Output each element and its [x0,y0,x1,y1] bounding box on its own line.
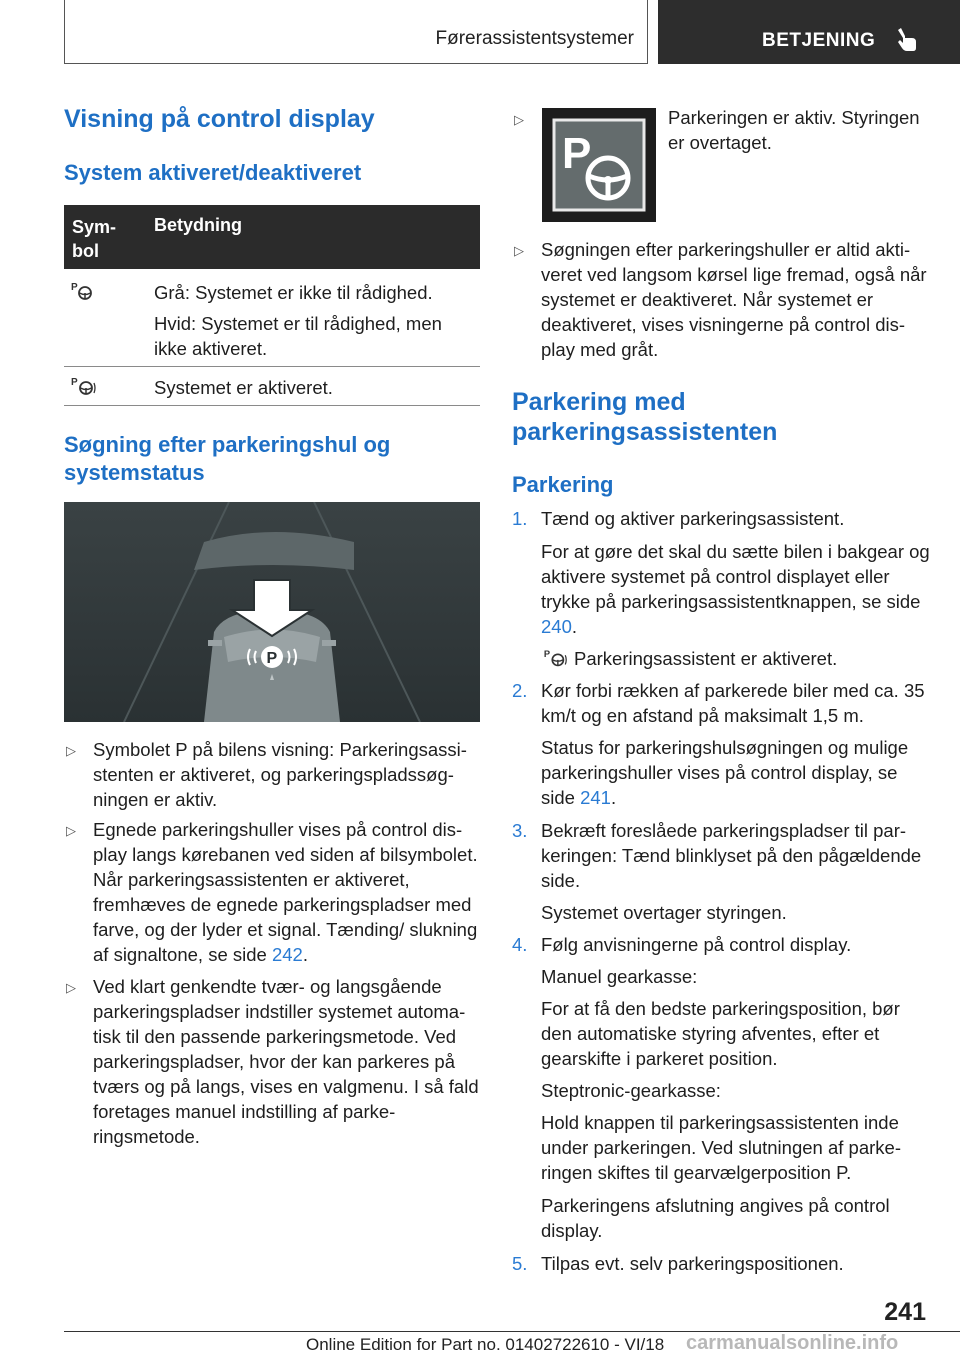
table-row-text: Systemet er aktiveret. [154,377,333,398]
step-text: Følg anvisningerne på control display. [541,934,852,955]
bullet-marker: ▷ [66,823,76,838]
table-col-symbol: Sym- bol [72,217,117,261]
step-number: 5. [512,1253,528,1274]
pointing-hand-icon [896,26,920,52]
step-detail: For at gøre det skal du sætte bilen i bakgear og aktivere systemet på control displayet eller trykke på parkeringsassistentknappen, se side 240. [541,541,930,637]
step-detail: Parkeringsassistent er aktiveret. [574,648,838,669]
step-number: 1. [512,508,528,529]
step-number: 4. [512,934,528,955]
table-row-text: Hvid: Systemet er til rådighed, men ikke aktiveret. [154,313,442,359]
parking-assistant-active-icon [70,375,98,397]
step-detail: Parkeringens afslutning angives på control display. [541,1195,890,1241]
step-detail: Steptronic-gearkasse: [541,1080,721,1101]
svg-text:P: P [543,649,551,660]
step-text: Kør forbi rækken af parkerede biler med ca. 35 km/t og en afstand på maksimalt 1,5 m. [541,680,925,726]
bullet-text: Egnede parkeringshuller vises på control display langs kørebanen ved siden af bilsymbolet. Når parkeringsassistenten er aktiveret, fremhæves de egnede parkeringspladser med farve, og der lyder et signal. Tænding/ slukning af signaltone, se side 242. [93,819,478,965]
bullet-text: Søgningen efter parkeringshuller er altid aktiveret ved langsom kørsel lige fremad, også når systemet er deaktiveret. Når systemet er deaktiveret, vises visningerne på control display med gråt. [541,239,927,360]
parking-active-steering-icon [542,108,656,222]
page-ref-link[interactable]: 241 [580,787,611,808]
watermark: carmanualsonline.info [686,1332,899,1354]
table-divider [64,366,480,367]
page-number: 241 [884,1298,926,1326]
bullet-marker: ▷ [66,743,76,758]
heading-system-status: System aktiveret/deaktiveret [64,160,362,185]
page-ref-link[interactable]: 240 [541,616,572,637]
heading-control-display: Visning på control display [64,105,375,133]
table-header [64,205,480,269]
step-number: 3. [512,820,528,841]
bullet-text: Ved klart genkendte tvær- og langsgående parkeringspladser indstiller systemet automatisk til den passende parkeringsmetode. Ved parkeringspladser, hvor der kan parkeres på tværs og på langs, vises en valgmenu. I så fald foretages manuel indstilling af parkeringsmetode. [93,976,479,1147]
step-text: Tænd og aktiver parkeringsassistent. [541,508,845,529]
bullet-marker: ▷ [66,980,76,995]
bullet-marker: ▷ [514,112,524,127]
step-detail: Systemet overtager styringen. [541,902,787,923]
footer-edition: Online Edition for Part no. 01402722610 - VI/18 [306,1335,665,1354]
step-detail: Hold knappen til parkeringsassistenten inde under parkeringen. Ved slutningen af parkeringen skiftes til gearvælgerposition P. [541,1112,901,1183]
page-ref-link[interactable]: 242 [271,944,303,965]
svg-text:P: P [71,377,78,388]
step-text: Bekræft foreslåede parkeringspladser til parkeringen: Tænd blinklyset på den pågældende side. [541,820,922,891]
heading-search-status: Søgning efter parkeringshul og systemstatus [64,432,391,485]
parking-search-illustration [64,502,480,722]
bullet-text: Parkeringen er aktiv. Styringen er overtaget. [668,107,920,153]
table-col-meaning: Betydning [154,215,242,235]
table-divider [64,405,480,406]
svg-text:P: P [71,282,78,293]
bullet-marker: ▷ [514,243,524,258]
section-title: BETJENING [762,30,876,51]
step-number: 2. [512,680,528,701]
heading-parking-with-assistant: Parkering med parkeringsassistenten [512,388,778,446]
chapter-title: Førerassistentsystemer [435,28,634,49]
heading-parking: Parkering [512,472,614,497]
step-detail: For at få den bedste parkeringsposition, bør den automatiske styring afventes, efter et gearskifte i parkeret position. [541,998,900,1069]
step-text: Tilpas evt. selv parkeringspositionen. [541,1253,844,1274]
svg-text:P: P [562,129,592,178]
table-row-text: Grå: Systemet er ikke til rådighed. [154,282,433,303]
parking-assistant-active-icon [543,647,569,669]
bullet-text: Symbolet P på bilens visning: Parkeringsassistenten er aktiveret, og parkeringspladssøgningen er aktiv. [93,739,467,810]
step-detail: Manuel gearkasse: [541,966,698,987]
step-detail: Status for parkeringshulsøgningen og mulige parkeringshuller vises på control display, se side 241. [541,737,909,808]
parking-assistant-grey-icon [70,280,96,302]
svg-text:P: P [266,650,278,667]
